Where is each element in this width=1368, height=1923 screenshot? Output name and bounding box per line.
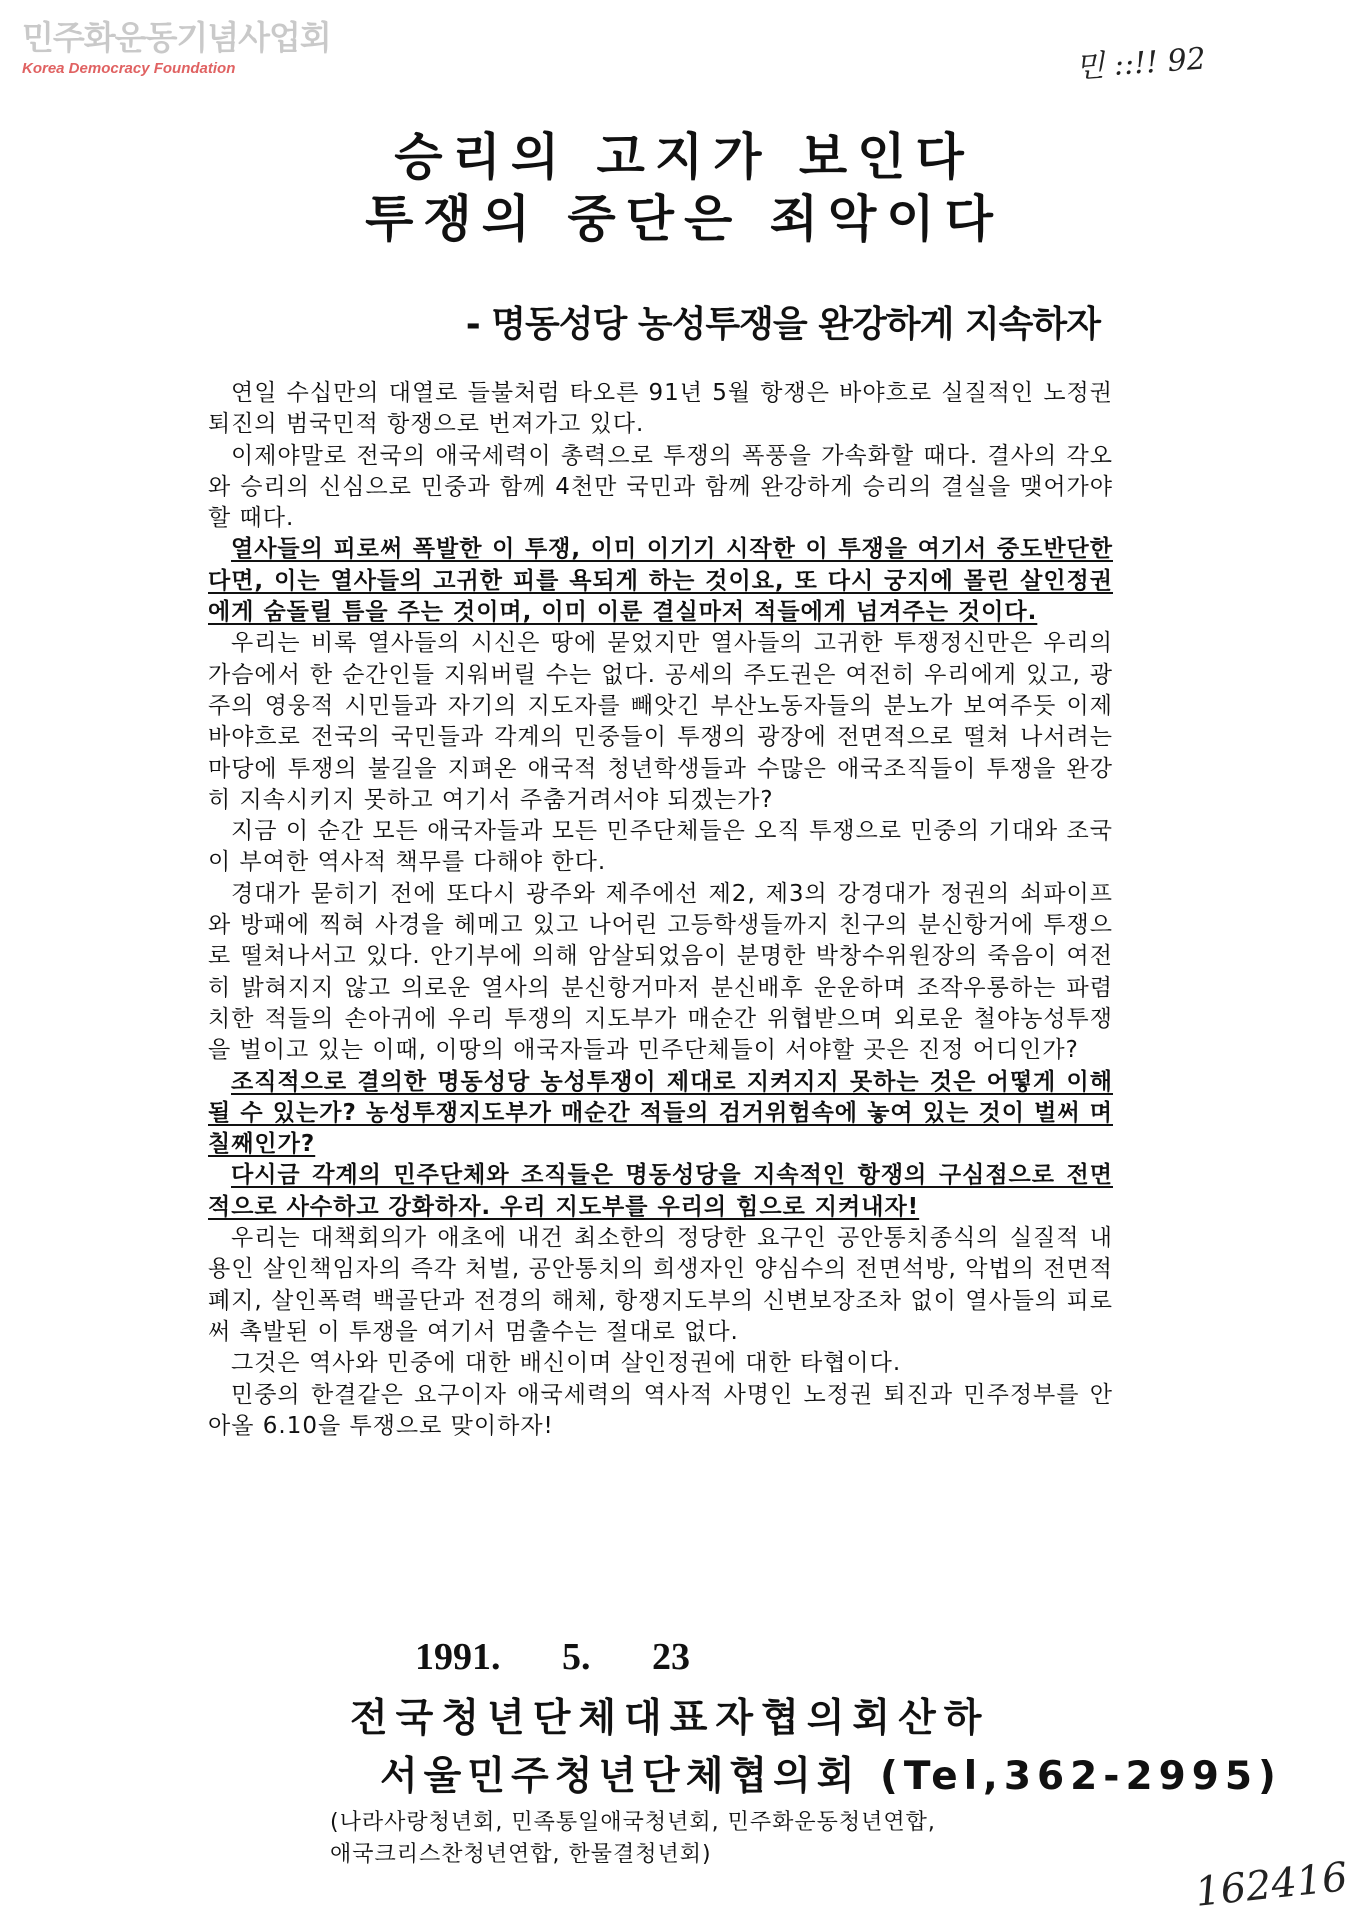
body-paragraph: 조직적으로 결의한 명동성당 농성투쟁이 제대로 지켜지지 못하는 것은 어떻게 이해될 수 있는가? 농성투쟁지도부가 매순간 적들의 검거위험속에 놓여 있는 것이 벌써 며칠째인가? [208, 1068, 1113, 1158]
title-line-1: 승리의 고지가 보인다 [394, 128, 974, 186]
body-paragraph: 민중의 한결같은 요구이자 애국세력의 역사적 사명인 노정권 퇴진과 민주정부를 안아올 6.10을 투쟁으로 맞이하자! [208, 1381, 1113, 1439]
title-line-2: 투쟁의 중단은 죄악이다 [365, 190, 1003, 248]
watermark-korean: 민주화운동기념사업회 [22, 18, 331, 57]
handwritten-archive-number: 162416 [1193, 1854, 1350, 1916]
body-paragraph: 연일 수십만의 대열로 들불처럼 타오른 91년 5월 항쟁은 바야흐로 실질적인 노정권 퇴진의 범국민적 항쟁으로 번져가고 있다. [208, 380, 1113, 438]
document-subtitle: - 명동성당 농성투쟁을 완강하게 지속하자 [465, 304, 1100, 345]
document-body [208, 378, 1113, 1442]
body-paragraph: 경대가 묻히기 전에 또다시 광주와 제주에선 제2, 제3의 강경대가 정권의 쇠파이프와 방패에 찍혀 사경을 헤메고 있고 나어린 고등학생들까지 친구의 분신항거에 투쟁으로 떨쳐나서고 있다. 안기부에 의해 암살되었음이 분명한 박창수위원장의 죽음이 여전히 밝혀지지 않고 의로운 열사의 분신항거마저 분신배후 운운하며 조작우롱하는 파렴치한 적들의 손아귀에 우리 투쟁의 지도부가 매순간 위협받으며 외로운 철야농성투쟁을 벌이고 있는 이때, 이땅의 애국자들과 민주단체들이 서야할 곳은 진정 어디인가? [208, 880, 1113, 1064]
signature-date: 1991. 5. 23 [415, 1636, 690, 1678]
body-paragraph: 그것은 역사와 민중에 대한 배신이며 살인정권에 대한 타협이다. [231, 1350, 902, 1377]
body-paragraph: 지금 이 순간 모든 애국자들과 모든 민주단체들은 오직 투쟁으로 민중의 기대와 조국이 부여한 역사적 책무를 다해야 한다. [208, 818, 1113, 876]
signature-org-line-1: 전국청년단체대표자협의회산하 [350, 1696, 990, 1741]
watermark-english: Korea Democracy Foundation [22, 60, 236, 77]
signature-org-line-2: 서울민주청년단체협의회 (Tel,362-2995) [380, 1754, 1282, 1799]
member-groups-line-1: (나라사랑청년회, 민족통일애국청년회, 민주화운동청년연합, [330, 1810, 936, 1835]
member-groups-line-2: 애국크리스찬청년연합, 한물결청년회) [330, 1842, 712, 1867]
body-paragraph: 다시금 각계의 민주단체와 조직들은 명동성당을 지속적인 항쟁의 구심점으로 전면적으로 사수하고 강화하자. 우리 지도부를 우리의 힘으로 지켜내자! [208, 1162, 1113, 1220]
document-title [0, 126, 1368, 250]
body-paragraph: 우리는 대책회의가 애초에 내건 최소한의 정당한 요구인 공안통치종식의 실질적 내용인 살인책임자의 즉각 처벌, 공안통치의 희생자인 양심수의 전면석방, 악법의 전면적 폐지, 살인폭력 백골단과 전경의 해체, 항쟁지도부의 신변보장조차 없이 열사들의 피로써 촉발된 이 투쟁을 여기서 멈출수는 절대로 없다. [208, 1225, 1113, 1345]
body-paragraph: 우리는 비록 열사들의 시신은 땅에 묻었지만 열사들의 고귀한 투쟁정신만은 우리의 가슴에서 한 순간인들 지워버릴 수는 없다. 공세의 주도권은 여전히 우리에게 있고, 광주의 영웅적 시민들과 자기의 지도자를 빼앗긴 부산노동자들의 분노가 보여주듯 이제 바야흐로 전국의 국민들과 각계의 민중들이 투쟁의 광장에 전면적으로 떨쳐 나서려는 마당에 투쟁의 불길을 지펴온 애국적 청년학생들과 수많은 애국조직들이 투쟁을 완강히 지속시키지 못하고 여기서 주춤거려서야 되겠는가? [208, 630, 1113, 813]
body-paragraph: 이제야말로 전국의 애국세력이 총력으로 투쟁의 폭풍을 가속화할 때다. 결사의 각오와 승리의 신심으로 민중과 함께 4천만 국민과 함께 완강하게 승리의 결실을 맺어가야 할 때다. [208, 442, 1113, 532]
signature-member-groups [330, 1807, 936, 1871]
watermark [22, 18, 331, 77]
handwritten-archive-mark: 민 ::!! 92 [1074, 41, 1207, 86]
body-paragraph: 열사들의 피로써 폭발한 이 투쟁, 이미 이기기 시작한 이 투쟁을 여기서 중도반단한다면, 이는 열사들의 고귀한 피를 욕되게 하는 것이요, 또 다시 궁지에 몰린 살인정권에게 숨돌릴 틈을 주는 것이며, 이미 이룬 결실마저 적들에게 넘겨주는 것이다. [208, 536, 1113, 626]
